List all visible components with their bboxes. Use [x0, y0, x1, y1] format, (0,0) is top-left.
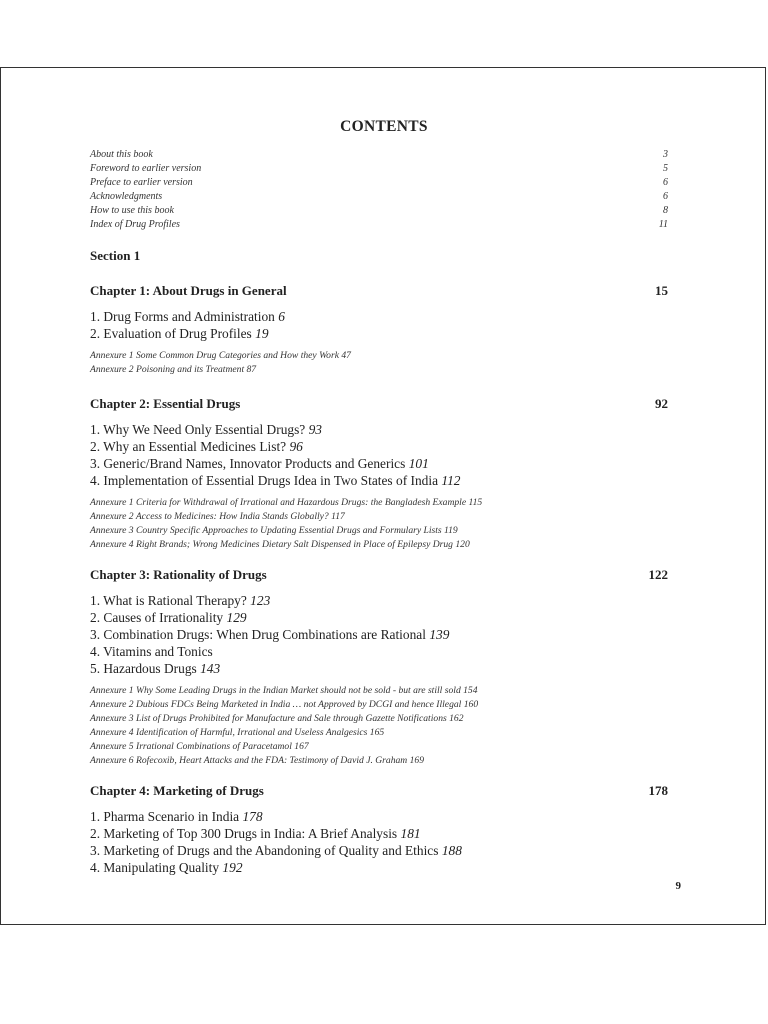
annexure-item: Annexure 5 Irrational Combinations of Paracetamol 167 — [90, 741, 309, 752]
front-matter-item — [90, 204, 668, 218]
chapter-item-page: 181 — [400, 826, 421, 841]
chapter-title: Chapter 2: Essential Drugs — [90, 396, 241, 411]
book-page — [0, 67, 766, 925]
front-matter-item — [90, 176, 668, 190]
front-matter-label: Index of Drug Profiles — [90, 219, 180, 230]
front-matter-page: 5 — [663, 163, 668, 174]
chapter-item — [90, 421, 668, 438]
chapter-item-text: 4. Manipulating Quality — [90, 860, 220, 875]
chapter-heading — [90, 783, 668, 799]
chapter-item-text: 3. Generic/Brand Names, Innovator Products and Generics — [90, 456, 406, 471]
annexure-list — [90, 349, 668, 377]
chapter-item-text: 4. Vitamins and Tonics — [90, 644, 213, 659]
front-matter-item — [90, 218, 668, 232]
front-matter-label: Preface to earlier version — [90, 177, 193, 188]
annexure-list — [90, 684, 668, 768]
chapter-item — [90, 825, 668, 842]
chapter-item-page: 101 — [408, 456, 429, 471]
chapter-item-text: 4. Implementation of Essential Drugs Idea in Two States of India — [90, 473, 439, 488]
chapter-item-text: 1. Pharma Scenario in India — [90, 809, 240, 824]
annexure-item: Annexure 1 Some Common Drug Categories and How they Work 47 — [90, 350, 351, 361]
chapter-item — [90, 325, 668, 342]
chapter-item — [90, 808, 668, 825]
front-matter-list — [90, 148, 668, 232]
annexure-item: Annexure 2 Poisoning and its Treatment 87 — [90, 364, 257, 375]
front-matter-label: How to use this book — [90, 205, 174, 216]
chapter-item-text: 2. Marketing of Top 300 Drugs in India: A Brief Analysis — [90, 826, 398, 841]
annexure-item: Annexure 4 Identification of Harmful, Irrational and Useless Analgesics 165 — [90, 727, 385, 738]
chapter-item — [90, 472, 668, 489]
chapter-item — [90, 592, 668, 609]
front-matter-page: 3 — [663, 149, 668, 160]
front-matter-item — [90, 148, 668, 162]
chapter-item-page: 139 — [429, 627, 450, 642]
chapter-item-text: 1. Drug Forms and Administration — [90, 309, 275, 324]
chapter-title: Chapter 4: Marketing of Drugs — [90, 783, 264, 798]
front-matter-item — [90, 190, 668, 204]
chapter-1 — [90, 283, 668, 377]
chapter-item-text: 2. Evaluation of Drug Profiles — [90, 326, 252, 341]
chapter-title: Chapter 1: About Drugs in General — [90, 283, 287, 298]
chapter-item-page: 192 — [222, 860, 243, 875]
chapter-item-text: 5. Hazardous Drugs — [90, 661, 197, 676]
chapter-item-text: 2. Why an Essential Medicines List? — [90, 439, 287, 454]
annexure-list — [90, 496, 668, 552]
chapter-heading — [90, 567, 668, 583]
chapter-item — [90, 455, 668, 472]
chapter-item-text: 2. Causes of Irrationality — [90, 610, 224, 625]
annexure-item: Annexure 2 Dubious FDCs Being Marketed in India … not Approved by DCGI and hence Illegal 160 — [90, 699, 479, 710]
chapter-page: 15 — [655, 283, 668, 298]
front-matter-page: 6 — [663, 191, 668, 202]
chapter-page: 178 — [648, 783, 668, 798]
front-matter-label: Acknowledgments — [90, 191, 163, 202]
chapter-title: Chapter 3: Rationality of Drugs — [90, 567, 267, 582]
chapter-item-page: 112 — [441, 473, 461, 488]
annexure-item: Annexure 3 List of Drugs Prohibited for Manufacture and Sale through Gazette Notifications 162 — [90, 713, 464, 724]
chapter-item — [90, 660, 668, 677]
chapter-3 — [90, 567, 668, 768]
chapter-heading — [90, 283, 668, 299]
chapter-item — [90, 438, 668, 455]
annexure-item: Annexure 6 Rofecoxib, Heart Attacks and the FDA: Testimony of David J. Graham 169 — [90, 755, 425, 766]
contents-title: CONTENTS — [340, 118, 428, 135]
page-number: 9 — [675, 880, 681, 892]
front-matter-label: About this book — [90, 149, 153, 160]
chapter-page: 92 — [655, 396, 668, 411]
chapter-2 — [90, 396, 668, 552]
chapter-item-page: 6 — [278, 309, 285, 324]
chapter-item-text: 1. Why We Need Only Essential Drugs? — [90, 422, 306, 437]
chapter-item-text: 3. Marketing of Drugs and the Abandoning of Quality and Ethics — [90, 843, 439, 858]
chapter-item-text: 3. Combination Drugs: When Drug Combinations are Rational — [90, 627, 426, 642]
chapter-item-page: 188 — [441, 843, 462, 858]
chapter-item-page: 129 — [226, 610, 247, 625]
chapter-item-page: 143 — [200, 661, 221, 676]
annexure-item: Annexure 2 Access to Medicines: How India Stands Globally? 117 — [90, 511, 345, 522]
chapter-item — [90, 859, 668, 876]
annexure-item: Annexure 1 Criteria for Withdrawal of Irrational and Hazardous Drugs: the Bangladesh Example 115 — [90, 497, 483, 508]
chapter-item — [90, 643, 668, 660]
front-matter-page: 6 — [663, 177, 668, 188]
front-matter-page: 11 — [658, 219, 668, 230]
front-matter-page: 8 — [663, 205, 668, 216]
chapter-item-text: 1. What is Rational Therapy? — [90, 593, 247, 608]
section-label: Section 1 — [90, 248, 141, 263]
annexure-item: Annexure 4 Right Brands; Wrong Medicines Dietary Salt Dispensed in Place of Epilepsy Drug 120 — [90, 539, 470, 550]
front-matter-item — [90, 162, 668, 176]
front-matter-label: Foreword to earlier version — [90, 163, 202, 174]
chapter-page: 122 — [648, 567, 668, 582]
chapter-item — [90, 308, 668, 325]
annexure-item: Annexure 3 Country Specific Approaches to Updating Essential Drugs and Formulary Lists 119 — [90, 525, 458, 536]
chapter-item-page: 19 — [255, 326, 269, 341]
chapter-heading — [90, 396, 668, 412]
chapter-4 — [90, 783, 668, 876]
chapter-item-page: 178 — [242, 809, 263, 824]
chapter-item — [90, 842, 668, 859]
chapter-item — [90, 626, 668, 643]
chapter-item-page: 93 — [308, 422, 322, 437]
chapter-item-page: 96 — [289, 439, 303, 454]
chapter-item-page: 123 — [250, 593, 271, 608]
annexure-item: Annexure 1 Why Some Leading Drugs in the Indian Market should not be sold - but are still sold 154 — [90, 685, 478, 696]
chapter-item — [90, 609, 668, 626]
